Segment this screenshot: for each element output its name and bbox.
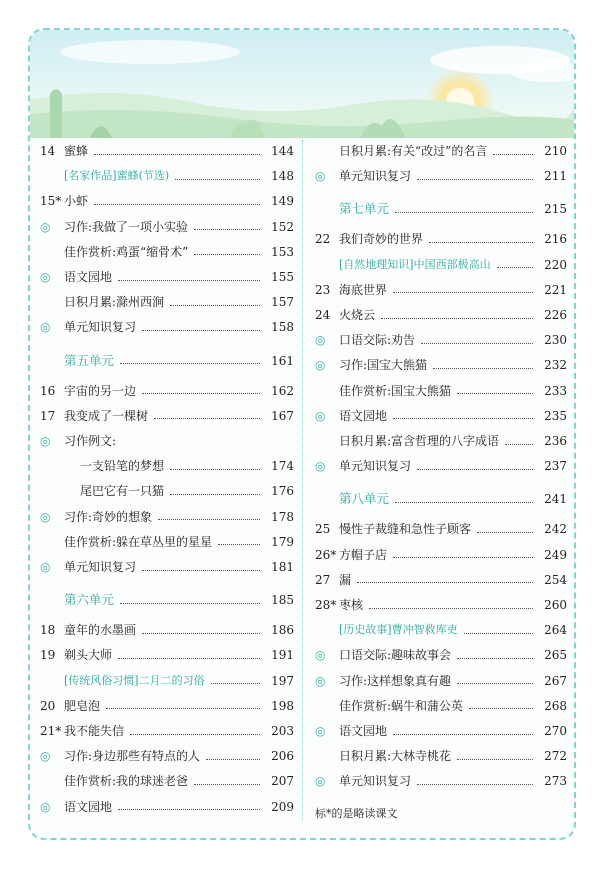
page-number: 209 xyxy=(271,799,294,814)
dot-leader xyxy=(457,658,533,659)
dot-leader xyxy=(170,305,260,306)
dot-leader xyxy=(393,734,533,735)
entry-title: 习作例文: xyxy=(64,434,117,448)
page-number: 242 xyxy=(544,522,567,537)
toc-entry xyxy=(40,796,294,818)
bullet-icon: ◎ xyxy=(40,219,51,234)
toc-entry xyxy=(40,380,294,402)
dot-leader xyxy=(106,708,260,709)
entry-title: 习作:奇妙的想象 xyxy=(64,509,153,524)
toc-entry xyxy=(315,279,567,301)
dot-leader xyxy=(433,368,533,369)
page-number: 206 xyxy=(271,749,294,764)
footnote: 标*的是略读课文 xyxy=(315,807,398,820)
toc-entry xyxy=(315,544,567,566)
unit-heading xyxy=(315,488,567,510)
bullet-icon: ◎ xyxy=(315,673,326,688)
lesson-number: 19 xyxy=(40,648,56,663)
toc-entry xyxy=(315,594,567,616)
entry-title: 尾巴它有一只猫 xyxy=(80,484,165,499)
toc-entry xyxy=(315,670,567,692)
entry-title: 单元知识复习 xyxy=(339,169,412,184)
bullet-icon: ◎ xyxy=(40,434,51,448)
entry-title: 我们奇妙的世界 xyxy=(339,232,424,247)
entry-title: 习作:身边那些有特点的人 xyxy=(64,749,201,764)
lesson-number: 23 xyxy=(315,282,331,297)
unit-heading xyxy=(40,589,294,611)
toc-entry xyxy=(40,241,294,263)
entry-title: 佳作赏析:鸡蛋“缩骨术” xyxy=(64,244,189,259)
dot-leader xyxy=(118,809,260,810)
toc-entry xyxy=(40,190,294,212)
bullet-icon: ◎ xyxy=(40,270,51,284)
toc-entry xyxy=(40,316,294,338)
dot-leader xyxy=(142,330,260,331)
dot-leader xyxy=(206,759,260,760)
page-number: 272 xyxy=(544,749,567,764)
entry-title: [名家作品]蜜蜂(节选) xyxy=(64,169,170,183)
toc-entry xyxy=(315,455,567,477)
dot-leader xyxy=(120,603,260,604)
entry-title: 第七单元 xyxy=(339,201,390,217)
entry-title: 习作:我做了一项小实验 xyxy=(64,219,189,234)
dot-leader xyxy=(469,708,533,709)
page-number: 265 xyxy=(544,648,567,663)
entry-title: 佳作赏析:国宝大熊猫 xyxy=(339,383,452,398)
entry-title: 语文园地 xyxy=(339,408,388,423)
dot-leader xyxy=(429,242,533,243)
page-number: 237 xyxy=(544,459,567,474)
toc-entry xyxy=(315,720,567,742)
dot-leader xyxy=(118,658,260,659)
unit-heading xyxy=(315,198,567,220)
page-number: 226 xyxy=(544,308,567,322)
page-number: 174 xyxy=(271,459,294,474)
entry-title: 日积月累:有关“改过”的名言 xyxy=(339,144,488,158)
landscape-illustration xyxy=(30,30,574,138)
dot-leader xyxy=(393,418,533,419)
page-number: 148 xyxy=(271,169,294,184)
entry-title: 童年的水墨画 xyxy=(64,623,137,638)
page-number: 152 xyxy=(271,219,294,234)
entry-title: 佳作赏析:我的球迷老爸 xyxy=(64,774,189,789)
lesson-number: 25 xyxy=(315,522,331,537)
entry-title: 日积月累:富含哲理的八字成语 xyxy=(339,434,500,448)
page-number: 210 xyxy=(544,144,567,158)
page-number: 215 xyxy=(544,202,567,217)
toc-entry xyxy=(40,556,294,578)
lesson-number: 14 xyxy=(40,144,56,158)
toc-entry xyxy=(40,455,294,477)
toc-entry xyxy=(40,506,294,528)
page-number: 149 xyxy=(271,194,294,209)
toc-entry xyxy=(40,770,294,792)
entry-title: 佳作赏析:蜗牛和蒲公英 xyxy=(339,698,464,713)
toc-entry xyxy=(40,670,294,692)
entry-title: 第六单元 xyxy=(64,592,115,608)
toc-entry xyxy=(40,216,294,238)
entry-title: [历史故事]曹冲智救库吏 xyxy=(339,623,458,637)
header-banner xyxy=(30,30,574,138)
dot-leader xyxy=(218,544,260,545)
page-number: 270 xyxy=(544,724,567,738)
page-number: 233 xyxy=(544,383,567,398)
toc-entry xyxy=(315,140,567,162)
dot-leader xyxy=(94,204,260,205)
dot-leader xyxy=(194,254,260,255)
bullet-icon: ◎ xyxy=(315,774,326,789)
dot-leader xyxy=(154,418,260,419)
toc-entry xyxy=(315,745,567,767)
entry-title: 我变成了一棵树 xyxy=(64,408,149,423)
lesson-number: 28* xyxy=(315,598,337,612)
page-number: 254 xyxy=(544,572,567,587)
dot-leader xyxy=(457,759,533,760)
dot-leader xyxy=(493,154,533,155)
entry-title: 日积月累:大林寺桃花 xyxy=(339,749,452,764)
dot-leader xyxy=(393,557,533,558)
page-number: 220 xyxy=(544,257,567,272)
dot-leader xyxy=(142,393,260,394)
page-number: 230 xyxy=(544,333,567,348)
bullet-icon: ◎ xyxy=(40,749,51,764)
dot-leader xyxy=(142,633,260,634)
entry-title: 单元知识复习 xyxy=(339,459,412,474)
page-number: 260 xyxy=(544,598,567,612)
lesson-number: 17 xyxy=(40,408,56,423)
page-number: 157 xyxy=(271,295,294,310)
toc-entry xyxy=(315,304,567,326)
lesson-number: 16 xyxy=(40,383,56,398)
page-number: 181 xyxy=(271,560,294,574)
toc-entry xyxy=(40,619,294,641)
page-number: 162 xyxy=(271,383,294,398)
dot-leader xyxy=(417,469,533,470)
entry-title: [传统风俗习惯]二月二的习俗 xyxy=(64,673,205,687)
entry-title: 口语交际:趣味故事会 xyxy=(339,648,452,663)
page-number: 216 xyxy=(544,232,567,247)
dot-leader xyxy=(417,784,533,785)
bullet-icon: ◎ xyxy=(40,509,51,524)
toc-entry xyxy=(40,405,294,427)
toc-entry xyxy=(40,480,294,502)
entry-title: 第八单元 xyxy=(339,491,390,507)
page-number: 241 xyxy=(544,492,567,507)
column-divider xyxy=(302,140,303,820)
page-number: 268 xyxy=(544,698,567,713)
page-number: 198 xyxy=(271,698,294,713)
dot-leader xyxy=(94,154,260,155)
dot-leader xyxy=(120,363,260,364)
entry-title: 语文园地 xyxy=(339,724,388,738)
entry-title: 单元知识复习 xyxy=(339,774,412,789)
entry-title: 佳作赏析:躲在草丛里的星星 xyxy=(64,534,213,549)
entry-title: 海底世界 xyxy=(339,282,388,297)
dot-leader xyxy=(130,734,260,735)
lesson-number: 22 xyxy=(315,232,331,247)
page-number: 235 xyxy=(544,408,567,423)
page-number: 207 xyxy=(271,774,294,789)
dot-leader xyxy=(369,608,533,609)
toc-entry xyxy=(315,380,567,402)
toc-entry xyxy=(315,619,567,641)
page-number: 185 xyxy=(271,593,294,608)
toc-entry xyxy=(40,165,294,187)
page-number: 155 xyxy=(271,270,294,284)
bullet-icon: ◎ xyxy=(315,408,326,423)
dot-leader xyxy=(477,532,533,533)
page-number: 197 xyxy=(271,673,294,688)
entry-title: 枣核 xyxy=(339,598,364,612)
page-number: 264 xyxy=(544,623,567,638)
page-number: 221 xyxy=(544,282,567,297)
toc-entry xyxy=(40,745,294,767)
dot-leader xyxy=(417,179,533,180)
entry-title: 方帽子店 xyxy=(339,547,388,562)
unit-heading xyxy=(40,350,294,372)
dot-leader xyxy=(194,229,260,230)
toc-entry xyxy=(315,329,567,351)
page-number: 203 xyxy=(271,724,294,738)
dot-leader xyxy=(505,444,533,445)
toc-entry xyxy=(40,140,294,162)
toc-entry xyxy=(315,405,567,427)
page-number: 267 xyxy=(544,673,567,688)
toc-entry xyxy=(40,644,294,666)
entry-title: 肥皂泡 xyxy=(64,698,101,713)
dot-leader xyxy=(118,280,260,281)
toc-entry xyxy=(315,518,567,540)
entry-title: 剃头大师 xyxy=(64,648,113,663)
entry-title: 习作:这样想象真有趣 xyxy=(339,673,452,688)
bullet-icon: ◎ xyxy=(315,169,326,184)
toc-entry xyxy=(315,254,567,276)
toc-entry xyxy=(40,430,294,452)
dot-leader xyxy=(175,179,260,180)
page-number: 176 xyxy=(271,484,294,499)
dot-leader xyxy=(194,784,260,785)
entry-title: 第五单元 xyxy=(64,352,115,368)
dot-leader xyxy=(211,683,260,684)
dot-leader xyxy=(395,502,533,503)
lesson-number: 27 xyxy=(315,572,331,587)
page-number: 161 xyxy=(271,353,294,368)
entry-title: 语文园地 xyxy=(64,799,113,814)
entry-title: 单元知识复习 xyxy=(64,560,137,574)
toc-entry xyxy=(315,644,567,666)
page-number: 179 xyxy=(271,534,294,549)
bullet-icon: ◎ xyxy=(315,459,326,474)
dot-leader xyxy=(395,212,533,213)
entry-title: 宇宙的另一边 xyxy=(64,383,137,398)
toc-entry xyxy=(40,720,294,742)
entry-title: 语文园地 xyxy=(64,270,113,284)
lesson-number: 20 xyxy=(40,698,56,713)
entry-title: 小虾 xyxy=(64,194,89,209)
lesson-number: 24 xyxy=(315,308,331,322)
lesson-number: 15* xyxy=(40,194,62,209)
bullet-icon: ◎ xyxy=(315,648,326,663)
entry-title: 漏 xyxy=(339,572,352,587)
page-number: 211 xyxy=(544,169,567,184)
page-number: 178 xyxy=(271,509,294,524)
entry-title: 我不能失信 xyxy=(64,724,125,738)
entry-title: 蜜蜂 xyxy=(64,144,89,158)
lesson-number: 18 xyxy=(40,623,56,638)
page-number: 236 xyxy=(544,434,567,448)
dot-leader xyxy=(457,683,533,684)
toc-entry xyxy=(40,695,294,717)
entry-title: 一支铅笔的梦想 xyxy=(80,459,165,474)
bullet-icon: ◎ xyxy=(315,724,326,738)
toc-entry xyxy=(315,228,567,250)
dot-leader xyxy=(421,343,533,344)
entry-title: 口语交际:劝告 xyxy=(339,333,416,348)
page-number: 232 xyxy=(544,358,567,373)
entry-title: [自然地理知识]中国西部极高山 xyxy=(339,257,491,271)
toc-entry xyxy=(315,430,567,452)
toc-entry xyxy=(40,291,294,313)
bullet-icon: ◎ xyxy=(315,333,326,348)
page-number: 158 xyxy=(271,320,294,335)
bullet-icon: ◎ xyxy=(40,799,51,814)
toc-entry xyxy=(315,165,567,187)
dot-leader xyxy=(170,494,260,495)
dot-leader xyxy=(464,633,533,634)
entry-title: 单元知识复习 xyxy=(64,320,137,335)
page-number: 144 xyxy=(271,144,294,158)
toc-entry xyxy=(315,569,567,591)
lesson-number: 26* xyxy=(315,547,337,562)
toc-entry xyxy=(315,770,567,792)
page-number: 191 xyxy=(271,648,294,663)
dot-leader xyxy=(457,393,533,394)
toc-entry xyxy=(40,266,294,288)
page-number: 249 xyxy=(544,547,567,562)
entry-title: 习作:国宝大熊猫 xyxy=(339,358,428,373)
lesson-number: 21* xyxy=(40,724,62,738)
dot-leader xyxy=(170,469,260,470)
dot-leader xyxy=(393,292,533,293)
dot-leader xyxy=(142,570,260,571)
bullet-icon: ◎ xyxy=(40,560,51,574)
dot-leader xyxy=(158,519,260,520)
entry-title: 日积月累:滁州西涧 xyxy=(64,295,165,310)
bullet-icon: ◎ xyxy=(40,320,51,335)
page-number: 273 xyxy=(544,774,567,789)
entry-title: 火烧云 xyxy=(339,308,376,322)
toc-entry xyxy=(315,354,567,376)
page-number: 167 xyxy=(271,408,294,423)
dot-leader xyxy=(381,318,533,319)
toc-entry xyxy=(315,695,567,717)
toc-entry xyxy=(40,531,294,553)
entry-title: 慢性子裁缝和急性子顾客 xyxy=(339,522,472,537)
page-number: 153 xyxy=(271,244,294,259)
page-number: 186 xyxy=(271,623,294,638)
dot-leader xyxy=(497,267,533,268)
dot-leader xyxy=(357,582,533,583)
bullet-icon: ◎ xyxy=(315,358,326,373)
